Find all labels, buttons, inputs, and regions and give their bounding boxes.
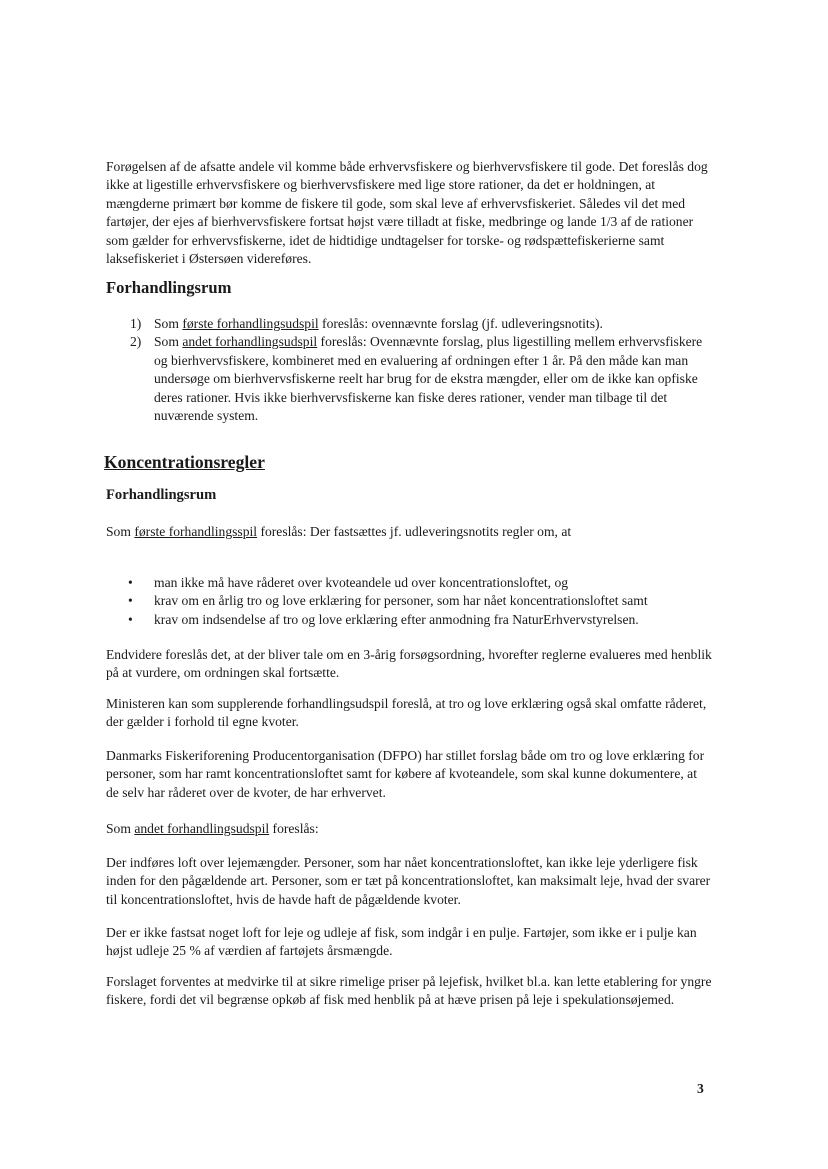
minister-paragraph: Ministeren kan som supplerende forhandlingsudspil foreslå, at tro og love erklæring også skal omfatte råderet, der gælder i forhold til egne kvoter. (106, 696, 707, 730)
intro-paragraph: Forøgelsen af de afsatte andele vil komme både erhvervsfiskere og bierhvervsfiskere til gode. Det foreslås dog ikke at ligestille erhvervsfiskere og bierhvervsfiskere med lige store rationer, da det er holdningen, at mængderne primært bør komme de fiskere til gode, som skal leve af erhvervsfiskeriet. Således vil det med fartøjer, der ejes af bierhvervsfiskere fortsat højst være tilladt at fiske, medbringe og lande 1/3 af de rationer som gælder for erhvervsfiskerne, idet de hidtidige undtagelser for torske- og rødspættefiskerierne samt laksefiskeriet i Østersøen videreføres. (106, 159, 708, 267)
rules-bullet-list (128, 574, 714, 629)
list-item: 2) Som andet forhandlingsudspil foreslås: Ovennævnte forslag, plus ligestilling mellem erhvervsfiskere og bierhvervsfiskere, kombineret med en evaluering af ordningen efter 1 år. På den måde kan man undersøge om bierhvervsfiskerne reelt har brug for de ekstra mængder, eller om de ikke kan opfiske deres rationer. Hvis ikke bierhvervsfiskerne kan fiske deres rationer, vender man tilbage til det nuværende system. (130, 334, 703, 424)
section-heading-forhandlingsrum: Forhandlingsrum (106, 278, 232, 297)
bullet-icon: • (128, 575, 133, 590)
list-number: 1) (130, 316, 142, 331)
second-proposal-term: andet forhandlingsudspil (134, 821, 270, 836)
bullet-icon: • (128, 593, 133, 609)
proposal-list (130, 315, 716, 425)
list-item: 1) Som første forhandlingsudspil foreslås: ovennævnte forslag (jf. udleveringsnotits). (130, 315, 716, 333)
trial-scheme-paragraph: Endvidere foreslås det, at der bliver tale om en 3-årig forsøgsordning, hvorefter reglerne evalueres med henblik på at vurdere, om ordningen skal fortsætte. (106, 647, 712, 681)
bullet-icon: • (128, 611, 133, 627)
dfpo-paragraph: Danmarks Fiskeriforening Producentorganisation (DFPO) har stillet forslag både om tro og love erklæring for personer, som har ramt koncentrationsloftet samt for købere af kvoteandele, som skal kunne dokumentere, at de selv har råderet over de kvoter, de har erhvervet. (106, 748, 705, 800)
lease-cap-paragraph: Der indføres loft over lejemængder. Personer, som har nået koncentrationsloftet, kan ikke leje yderligere fisk inden for den pågældende art. Personer, som er tæt på koncentrationsloftet, kan maksimalt leje, hvad der svarer til koncentrationsloftet, hvis de havde haft de pågældende kvoter. (106, 855, 711, 907)
conclusion-paragraph: Forslaget forventes at medvirke til at sikre rimelige priser på lejefisk, hvilket bl.a. kan lette etablering for yngre fiskere, fordi det vil begrænse opkøb af fisk med henblik på at hæve prisen på leje i spekulationsøjemed. (106, 974, 712, 1008)
first-proposal-term: første forhandlingsudspil (182, 316, 319, 331)
pool-paragraph: Der er ikke fastsat noget loft for leje og udleje af fisk, som indgår i en pulje. Fartøjer, som ikke er i pulje kan højst udleje 25 % af værdien af fartøjets årsmængde. (106, 925, 697, 959)
first-proposal-paragraph: Som første forhandlingsspil foreslås: Der fastsættes jf. udleveringsnotits regler om, at (106, 524, 572, 539)
page-number: 3 (697, 1081, 704, 1096)
list-item: • krav om en årlig tro og love erklæring for personer, som har nået koncentrationsloftet samt (128, 592, 714, 610)
list-item: • krav om indsendelse af tro og love erklæring efter anmodning fra NaturErhvervstyrelsen. (128, 611, 714, 629)
first-proposal-term: første forhandlingsspil (134, 524, 258, 539)
second-proposal-term: andet forhandlingsudspil (182, 334, 318, 350)
subheading-forhandlingsrum: Forhandlingsrum (106, 487, 217, 503)
list-number: 2) (130, 334, 142, 350)
list-item: • man ikke må have råderet over kvoteandele ud over koncentrationsloftet, og (128, 574, 714, 592)
section-heading-koncentrationsregler: Koncentrationsregler (104, 452, 265, 472)
second-proposal-paragraph: Som andet forhandlingsudspil foreslås: (106, 821, 319, 836)
